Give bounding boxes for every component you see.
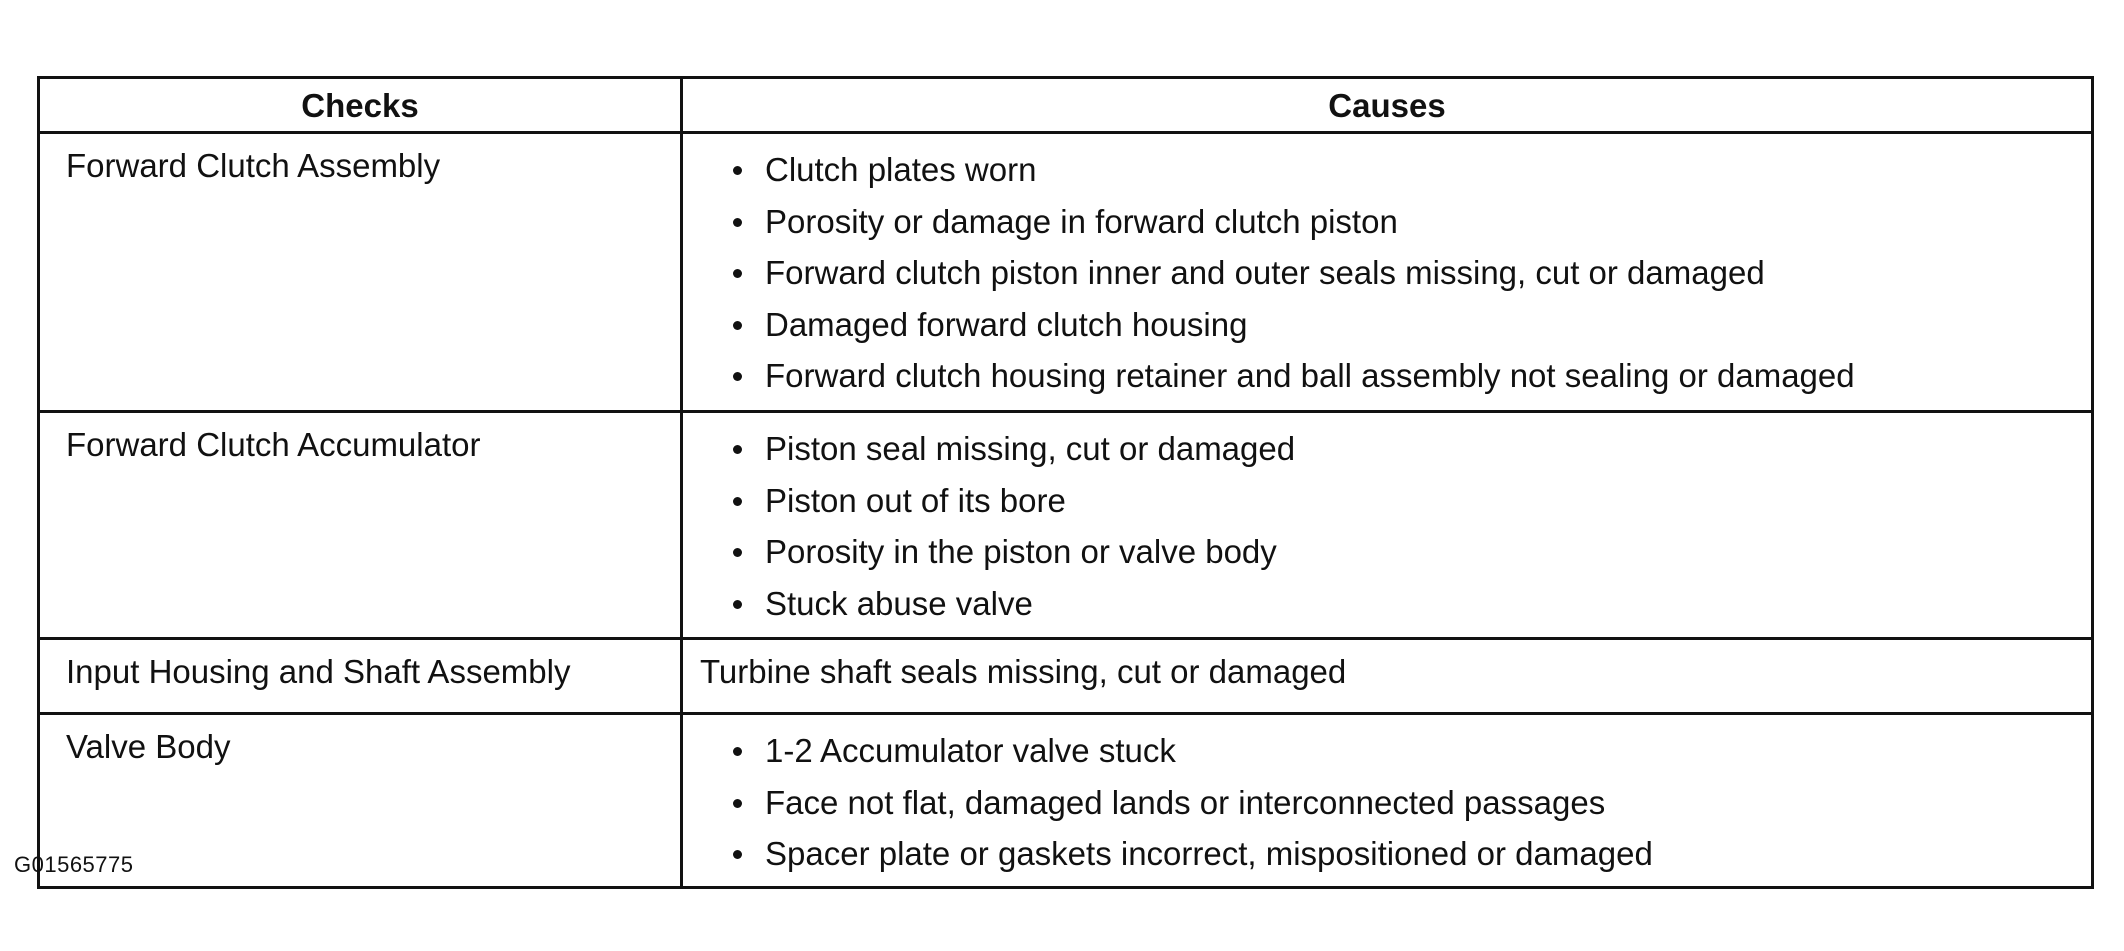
column-header-checks: Checks: [39, 78, 682, 133]
causes-cell: [682, 133, 2093, 412]
cause-item: Stuck abuse valve: [729, 578, 2091, 630]
cause-item: Spacer plate or gaskets incorrect, mispositioned or damaged: [729, 828, 2091, 880]
cause-item: Face not flat, damaged lands or interconnected passages: [729, 777, 2091, 829]
diagnosis-table: [37, 76, 2094, 889]
table-row: [39, 714, 2093, 888]
cause-list: [683, 423, 2091, 629]
cause-list: [683, 144, 2091, 402]
table-header-row: [39, 78, 2093, 133]
figure-id: G01565775: [14, 852, 134, 877]
table-row: [39, 639, 2093, 714]
column-header-causes: Causes: [682, 78, 2093, 133]
cause-item: Porosity in the piston or valve body: [729, 526, 2091, 578]
cause-item: 1-2 Accumulator valve stuck: [729, 725, 2091, 777]
cause-list: [683, 725, 2091, 880]
cause-item: Piston seal missing, cut or damaged: [729, 423, 2091, 475]
cause-item: Forward clutch piston inner and outer seals missing, cut or damaged: [729, 247, 2091, 299]
cause-item: Forward clutch housing retainer and ball assembly not sealing or damaged: [729, 350, 2091, 402]
cause-item: Piston out of its bore: [729, 475, 2091, 527]
causes-cell: [682, 412, 2093, 639]
causes-cell: [682, 714, 2093, 888]
check-cell: Valve Body: [39, 714, 682, 888]
table-row: [39, 412, 2093, 639]
check-cell: Input Housing and Shaft Assembly: [39, 639, 682, 714]
check-cell: Forward Clutch Assembly: [39, 133, 682, 412]
cause-item: Porosity or damage in forward clutch piston: [729, 196, 2091, 248]
cause-text: Turbine shaft seals missing, cut or damaged: [700, 653, 1347, 690]
cause-item: Damaged forward clutch housing: [729, 299, 2091, 351]
cause-item: Clutch plates worn: [729, 144, 2091, 196]
causes-cell: [682, 639, 2093, 714]
table-row: [39, 133, 2093, 412]
check-cell: Forward Clutch Accumulator: [39, 412, 682, 639]
